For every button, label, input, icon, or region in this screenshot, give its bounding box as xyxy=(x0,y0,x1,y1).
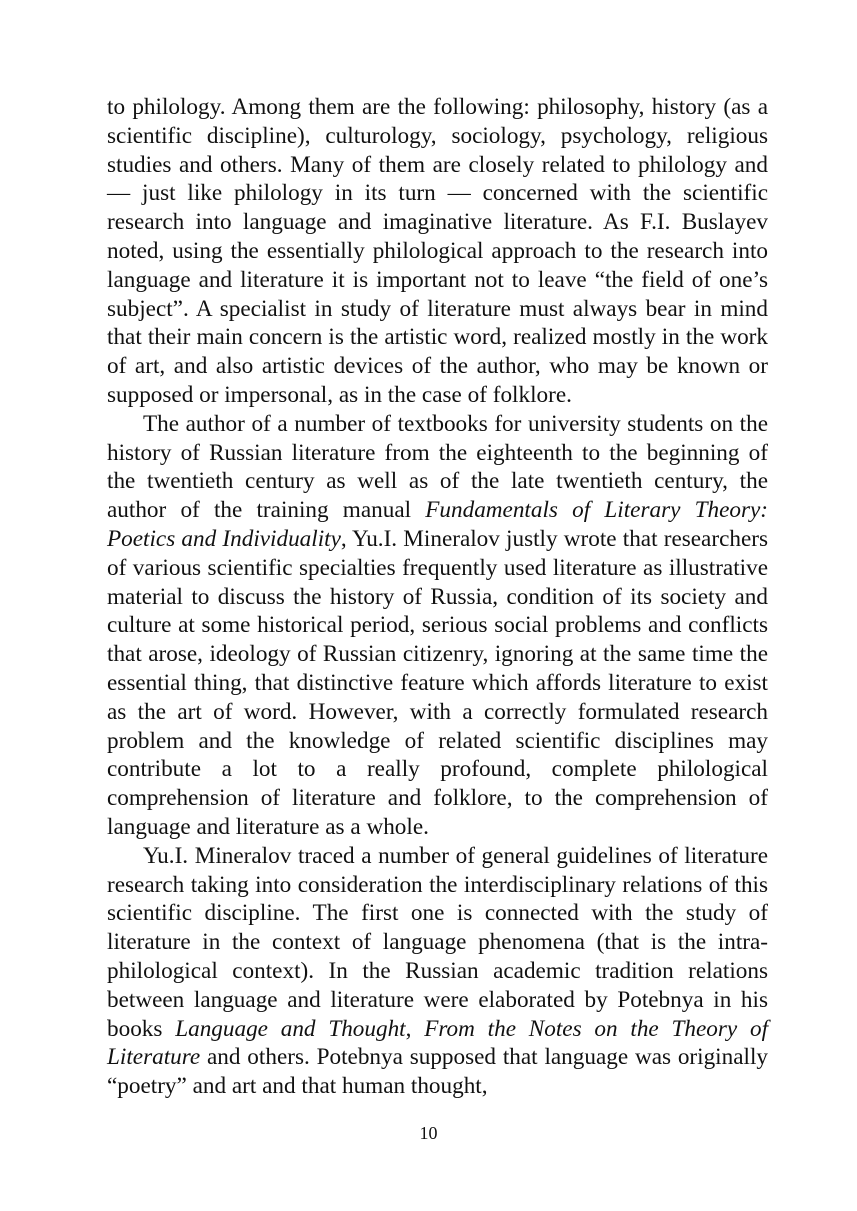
paragraph-3 xyxy=(107,842,768,1101)
paragraph-3-text-end: and others. Potebnya supposed that language was originally “poetry” and art and that human thought, xyxy=(107,1044,768,1100)
page-body xyxy=(107,93,768,1101)
book-title-fundamentals: Fundamentals of Literary Theory: Poetics and Individuality xyxy=(107,497,768,552)
book-title-from-the-notes: From the Notes on the Theory of Literature xyxy=(107,1015,769,1071)
paragraph-2-text-end: , Yu.I. Mineralov justly wrote that researchers of various scientific specialties frequently used literature as illustrative material to discuss the history of Russia, condition of its society and culture at some historical period, serious social problems and conflicts that arose, ideology of Russian citizenry, ignoring at the same time the essential thing, that distinctive feature which affords literature to exist as the art of word. However, with a correctly formulated research problem and the knowledge of related scientific disciplines may contribute a lot to a really profound, complete philological comprehension of literature and folklore, to the comprehension of language and literature as a whole. xyxy=(107,525,768,840)
paragraph-3-text-start: Yu.I. Mineralov traced a number of general guidelines of literature research taking into consideration the interdisciplinary relations of this scientific discipline. The first one is connected with the study of literature in the context of language phenomena (that is the intra-philological context). In the Russian academic tradition relations between language and literature were elaborated by Potebnya in his books xyxy=(107,842,768,1042)
book-title-language-and-thought: Language and Thought xyxy=(175,1015,406,1042)
paragraph-3-separator: , xyxy=(405,1015,425,1042)
page-number: 10 xyxy=(419,1123,438,1143)
paragraph-2 xyxy=(107,410,768,842)
paragraph-1-text: to philology. Among them are the following: philosophy, history (as a scientific discipline), culturology, sociology, psychology, religious studies and others. Many of them are closely related to philology and — just like philology in its turn — concerned with the scientific research into language and imaginative literature. As F.I. Buslayev noted, using the essentially philological approach to the research into language and literature it is important not to leave “the field of one’s subject”. A specialist in study of literature must always bear in mind that their main concern is the artistic word, realized mostly in the work of art, and also artistic devices of the author, who may be known or supposed or impersonal, as in the case of folklore. xyxy=(107,94,768,408)
paragraph-2-text-start: The author of a number of textbooks for university students on the history of Russian literature from the eighteenth to the beginning of the twentieth century as well as of the late twentieth century, the author of the training manual xyxy=(107,410,768,524)
paragraph-1 xyxy=(107,93,768,410)
